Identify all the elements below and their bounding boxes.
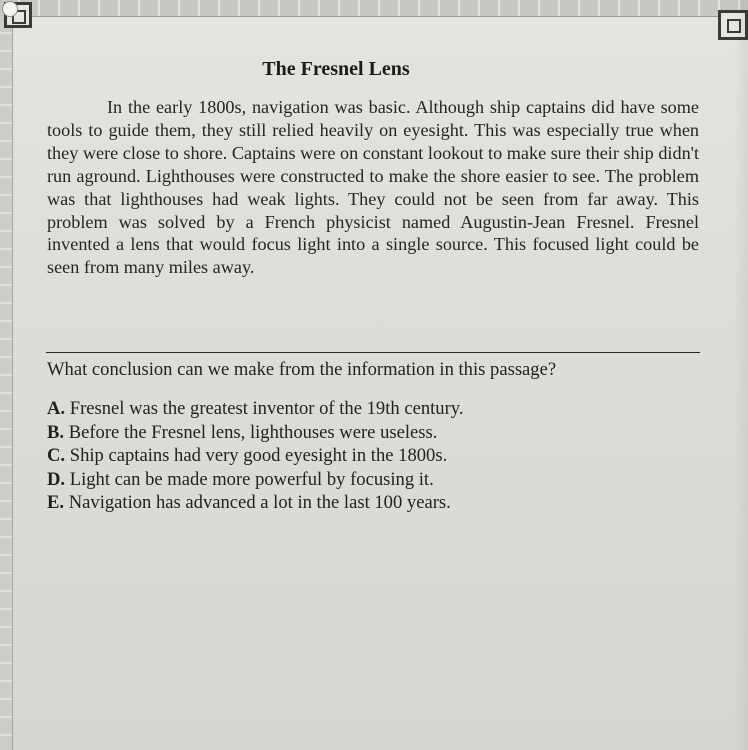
answer-option-d[interactable] — [47, 468, 464, 492]
answer-options — [47, 397, 464, 515]
option-text: Navigation has advanced a lot in the last 100 years. — [64, 492, 451, 514]
question-prompt: What conclusion can we make from the information in this passage? — [47, 359, 557, 380]
divider-line — [46, 352, 700, 353]
punch-hole — [2, 1, 18, 17]
option-letter: B. — [47, 421, 65, 443]
passage-title: The Fresnel Lens — [262, 58, 410, 80]
option-text: Ship captains had very good eyesight in the 1800s. — [65, 445, 448, 467]
option-letter: D. — [47, 468, 66, 490]
option-text: Before the Fresnel lens, lighthouses were useless. — [64, 421, 438, 443]
answer-option-a[interactable] — [47, 397, 464, 421]
page-edge-shadow — [734, 0, 748, 750]
option-letter: C. — [47, 445, 66, 467]
decorative-border-left — [0, 16, 13, 750]
option-text: Light can be made more powerful by focusing it. — [65, 468, 434, 490]
decorative-border-top — [0, 0, 748, 17]
answer-option-e[interactable] — [47, 491, 464, 515]
answer-option-c[interactable] — [47, 444, 464, 468]
option-letter: A. — [47, 398, 66, 419]
option-letter: E. — [47, 492, 65, 514]
passage-text: In the early 1800s, navigation was basic. Although ship captains did have some tools to guide them, they still relied heavily on eyesight. This was especially true when they were close to shore. Captains were on constant lookout to make sure their ship didn't run aground. Lighthouses were constructed to make the shore easier to see. The problem was that lighthouses had weak lights. They could not be seen from far away. This problem was solved by a French physicist named Augustin-Jean Fresnel. Fresnel invented a lens that would focus light into a single source. This focused light could be seen from many miles away. — [47, 97, 699, 278]
answer-option-b[interactable] — [47, 421, 464, 445]
option-text: Fresnel was the greatest inventor of the 19th century. — [65, 398, 464, 419]
